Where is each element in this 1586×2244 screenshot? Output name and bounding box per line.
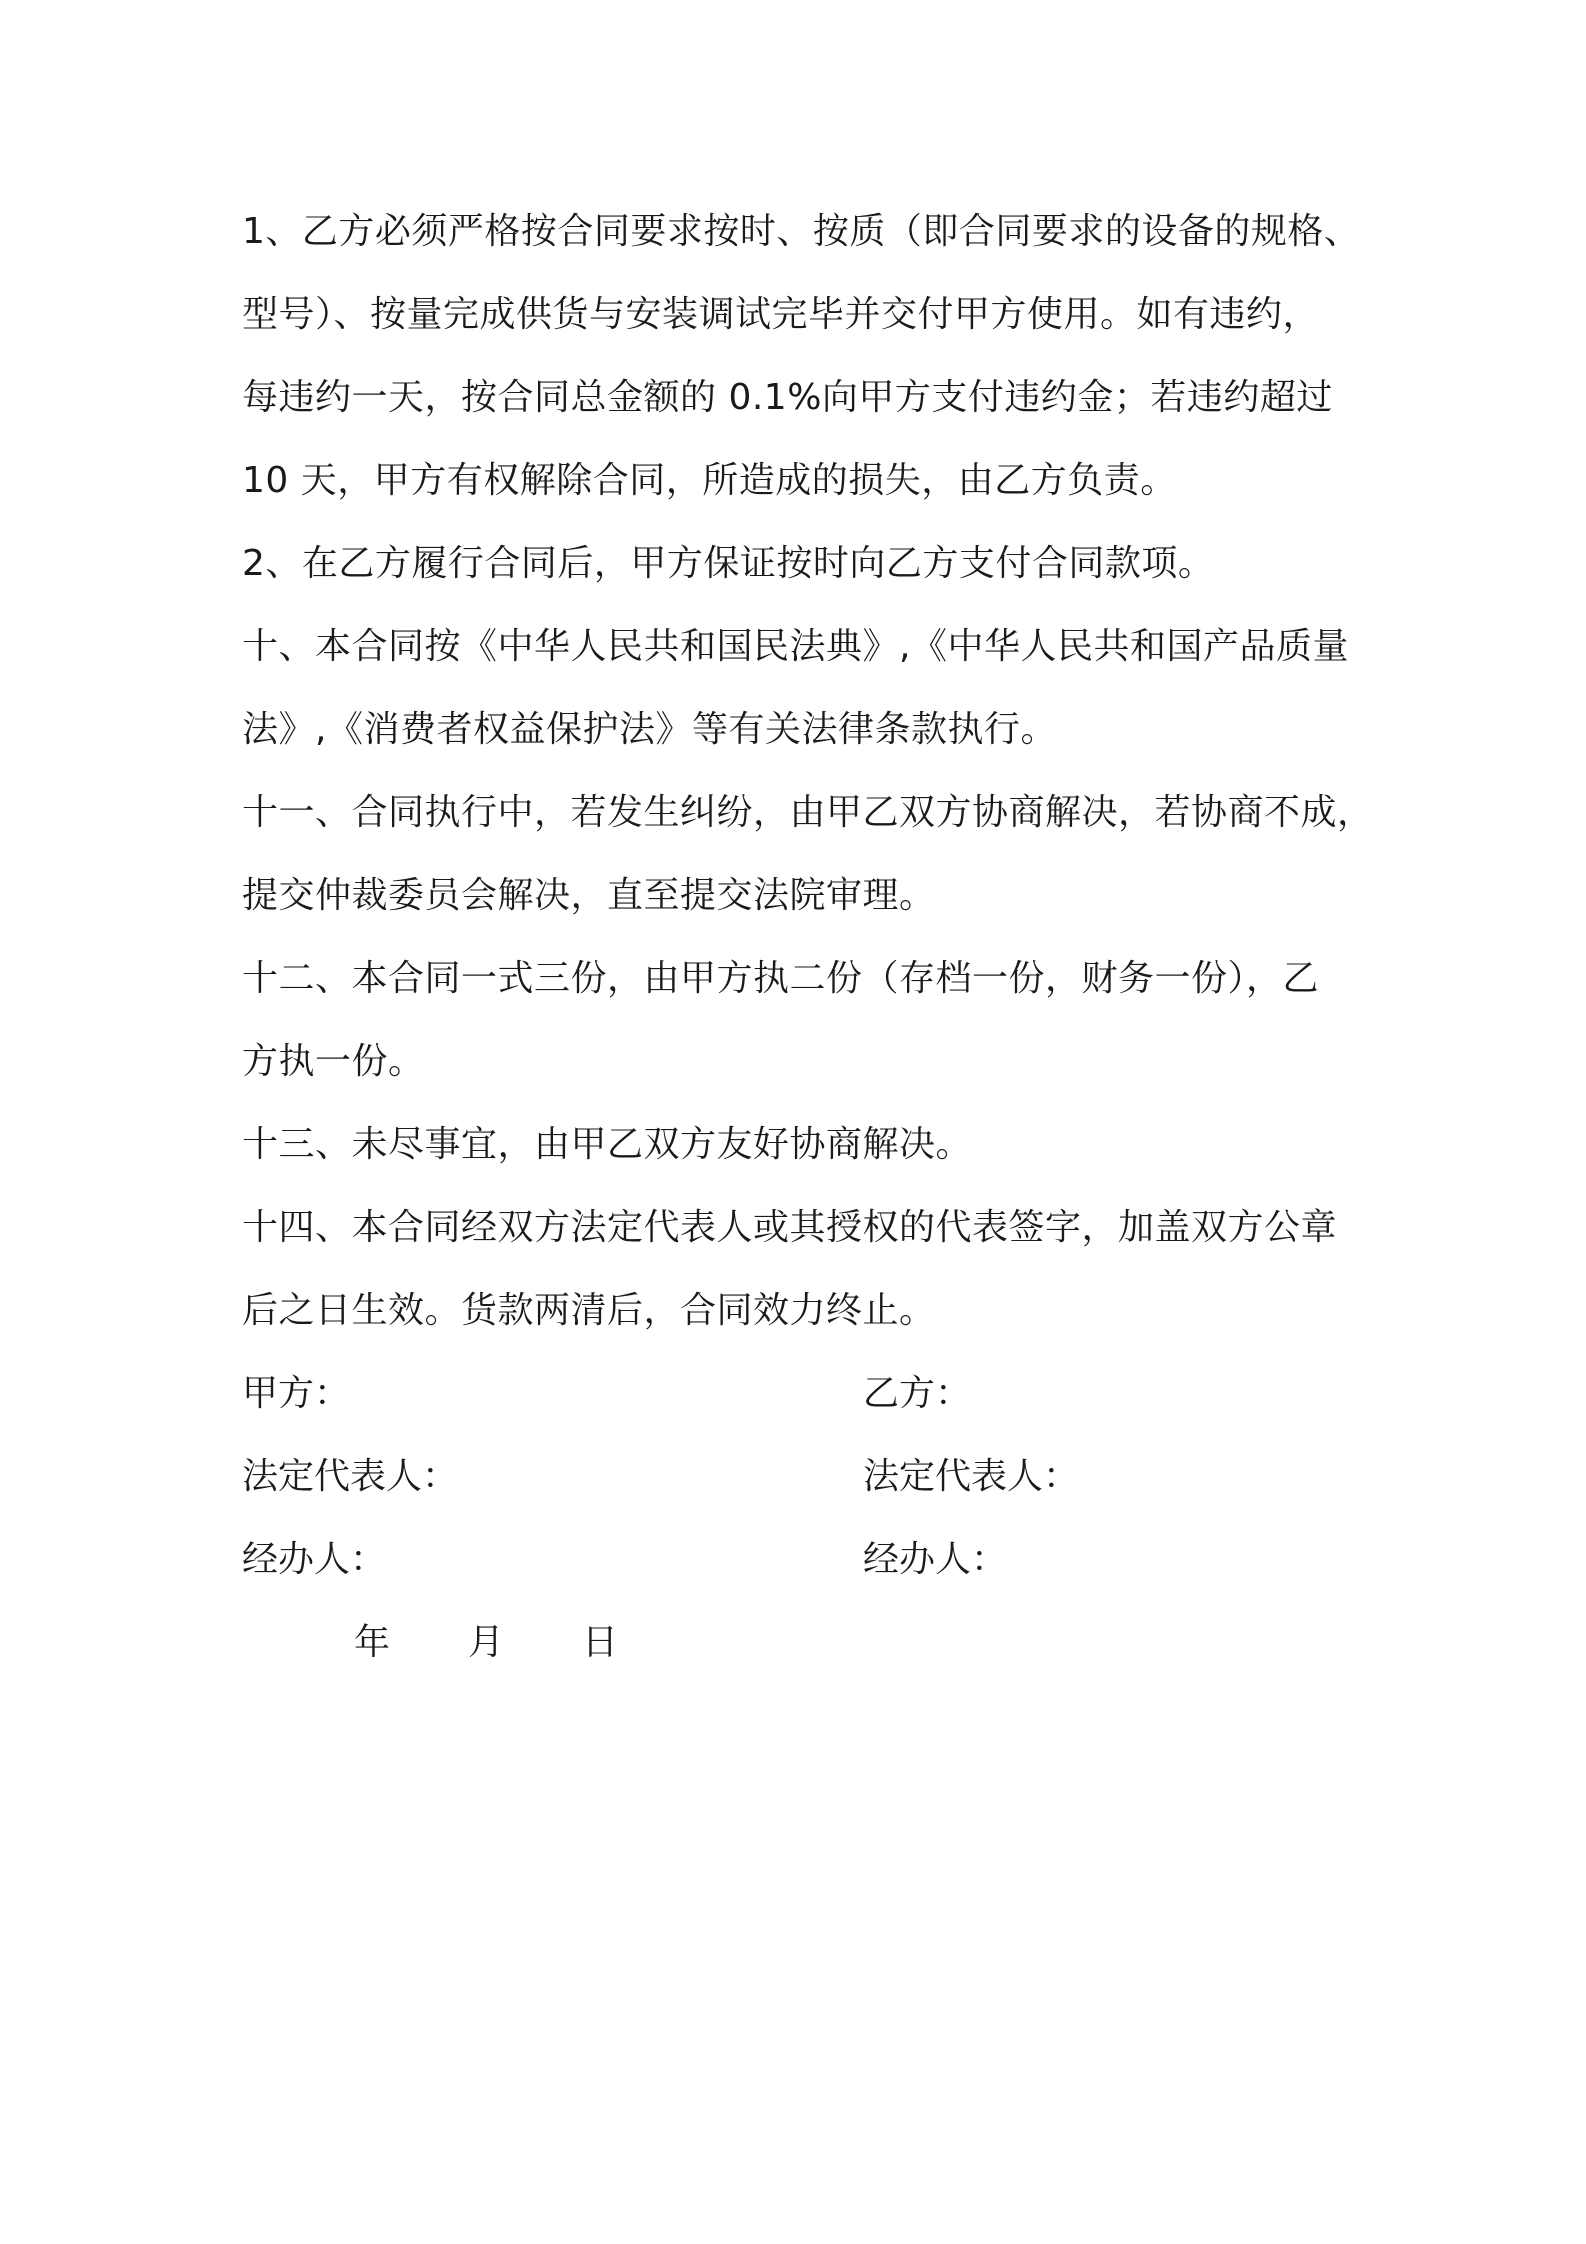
signature-row-party	[242, 1352, 1362, 1435]
date-month-label: 月	[468, 1622, 505, 1663]
date-year-label: 年	[354, 1622, 391, 1663]
clause-2	[242, 522, 1362, 605]
handler-b-label: 经办人：	[863, 1539, 1008, 1580]
date-row	[242, 1601, 1362, 1684]
legal-rep-a-label: 法定代表人：	[242, 1456, 459, 1497]
clause-14	[242, 1186, 1362, 1352]
clause-11-line-1: 十一、合同执行中，若发生纠纷，由甲乙双方协商解决，若协商不成，	[242, 792, 1374, 833]
clause-1-line-1: 1、乙方必须严格按合同要求按时、按质（即合同要求的设备的规格、	[242, 211, 1361, 252]
legal-rep-b-label: 法定代表人：	[863, 1456, 1080, 1497]
handler-a-label: 经办人：	[242, 1539, 387, 1580]
clause-12	[242, 937, 1362, 1103]
clause-13	[242, 1103, 1362, 1186]
signature-row-legal-rep	[242, 1435, 1362, 1518]
clause-14-line-1: 十四、本合同经双方法定代表人或其授权的代表签字，加盖双方公章	[242, 1207, 1338, 1248]
party-b-label: 乙方：	[863, 1373, 972, 1414]
clause-11-line-2: 提交仲裁委员会解决，直至提交法院审理。	[242, 875, 936, 916]
contract-body	[242, 190, 1374, 1684]
signature-row-handler	[242, 1518, 1362, 1601]
clause-10-line-2: 法》,《消费者权益保护法》等有关法律条款执行。	[242, 709, 1057, 750]
date-day-label: 日	[582, 1622, 619, 1663]
clause-2-line-1: 2、在乙方履行合同后，甲方保证按时向乙方支付合同款项。	[242, 543, 1215, 584]
clause-11	[242, 771, 1374, 937]
clause-10	[242, 605, 1362, 771]
clause-1	[242, 190, 1362, 522]
signature-block	[242, 1352, 1362, 1684]
clause-10-line-1: 十、本合同按《中华人民共和国民法典》,《中华人民共和国产品质量	[242, 626, 1349, 667]
clause-12-line-2: 方执一份。	[242, 1041, 425, 1082]
clause-1-line-3: 每违约一天，按合同总金额的 0.1%向甲方支付违约金；若违约超过	[242, 377, 1333, 418]
clause-14-line-2: 后之日生效。货款两清后，合同效力终止。	[242, 1290, 936, 1331]
party-a-label: 甲方：	[242, 1373, 351, 1414]
clause-1-line-2: 型号）、按量完成供货与安装调试完毕并交付甲方使用。如有违约，	[242, 294, 1320, 335]
clause-13-line-1: 十三、未尽事宜，由甲乙双方友好协商解决。	[242, 1124, 973, 1165]
clause-12-line-1: 十二、本合同一式三份，由甲方执二份（存档一份，财务一份），乙	[242, 958, 1320, 999]
clause-1-line-4: 10 天，甲方有权解除合同，所造成的损失，由乙方负责。	[242, 460, 1177, 501]
